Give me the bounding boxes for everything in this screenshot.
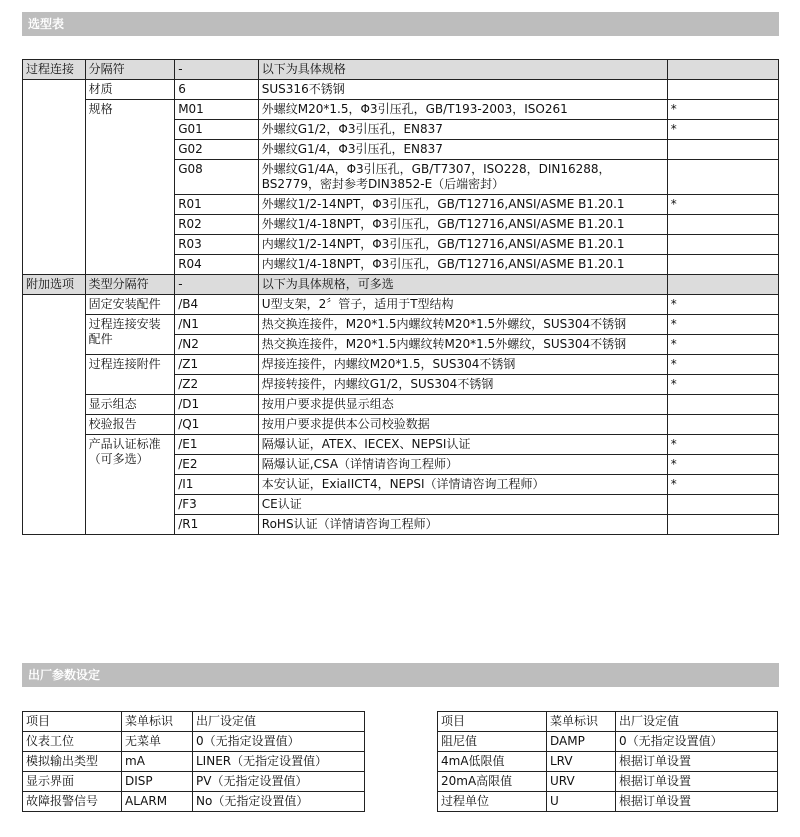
table-row [23, 772, 365, 792]
code-cell: R03 [175, 235, 259, 255]
desc-cell: 内螺纹1/4-18NPT，Φ3引压孔，GB/T12716,ANSI/ASME B1.20.1 [258, 255, 667, 275]
menu-cell: ALARM [122, 792, 193, 812]
mark-cell: * [667, 195, 778, 215]
code-cell: /N2 [175, 335, 259, 355]
value-cell: PV（无指定设置值） [193, 772, 365, 792]
value-cell: 0（无指定设置值） [616, 732, 778, 752]
table-row [438, 732, 778, 752]
table-row [23, 435, 779, 455]
mark-cell [667, 235, 778, 255]
code-cell: /D1 [175, 395, 259, 415]
head-cell: 以下为具体规格 [258, 60, 667, 80]
table-row [23, 355, 779, 375]
mark-cell: * [667, 355, 778, 375]
group-name: 附加选项 [23, 275, 86, 295]
cat-cell: 固定安装配件 [85, 295, 175, 315]
menu-cell: 无菜单 [122, 732, 193, 752]
mark-cell [667, 140, 778, 160]
table-row [23, 100, 779, 120]
value-cell: 根据订单设置 [616, 792, 778, 812]
value-cell: 根据订单设置 [616, 772, 778, 792]
head-cell: - [175, 60, 259, 80]
table-row [23, 712, 365, 732]
code-cell: /F3 [175, 495, 259, 515]
mark-cell [667, 215, 778, 235]
code-cell: G02 [175, 140, 259, 160]
desc-cell: 外螺纹G1/4，Φ3引压孔，EN837 [258, 140, 667, 160]
desc-cell: 焊接连接件，内螺纹M20*1.5，SUS304不锈钢 [258, 355, 667, 375]
desc-cell: 按用户要求提供本公司校验数据 [258, 415, 667, 435]
mark-cell [667, 395, 778, 415]
item-cell: 仪表工位 [23, 732, 122, 752]
code-cell: /E2 [175, 455, 259, 475]
desc-cell: 隔爆认证,CSA（详情请咨询工程师） [258, 455, 667, 475]
factory-settings-table-right [437, 711, 778, 812]
head-cell: 分隔符 [85, 60, 175, 80]
mark-cell [667, 275, 778, 295]
cat-cell: 过程连接安装配件 [85, 315, 175, 355]
item-cell: 阻尼值 [438, 732, 547, 752]
menu-cell: mA [122, 752, 193, 772]
menu-cell: DISP [122, 772, 193, 792]
table-row [23, 752, 365, 772]
item-cell: 4mA低限值 [438, 752, 547, 772]
head-cell: - [175, 275, 259, 295]
item-cell: 项目 [23, 712, 122, 732]
cat-cell: 规格 [85, 100, 175, 275]
code-cell: /B4 [175, 295, 259, 315]
mark-cell: * [667, 315, 778, 335]
code-cell: G08 [175, 160, 259, 195]
table-row [438, 792, 778, 812]
mark-cell [667, 415, 778, 435]
desc-cell: 焊接转接件，内螺纹G1/2，SUS304不锈钢 [258, 375, 667, 395]
mark-cell: * [667, 100, 778, 120]
mark-cell: * [667, 335, 778, 355]
menu-cell: 菜单标识 [547, 712, 616, 732]
menu-cell: URV [547, 772, 616, 792]
menu-cell: LRV [547, 752, 616, 772]
desc-cell: 外螺纹M20*1.5，Φ3引压孔，GB/T193-2003，ISO261 [258, 100, 667, 120]
desc-cell: 外螺纹G1/2，Φ3引压孔，EN837 [258, 120, 667, 140]
table-row [23, 395, 779, 415]
table-row [23, 415, 779, 435]
table-row [23, 80, 779, 100]
code-cell: /Z2 [175, 375, 259, 395]
value-cell: 根据订单设置 [616, 752, 778, 772]
code-cell: M01 [175, 100, 259, 120]
desc-cell: RoHS认证（详情请咨询工程师） [258, 515, 667, 535]
value-cell: 出厂设定值 [616, 712, 778, 732]
code-cell: /N1 [175, 315, 259, 335]
menu-cell: DAMP [547, 732, 616, 752]
mark-cell: * [667, 295, 778, 315]
desc-cell: 按用户要求提供显示组态 [258, 395, 667, 415]
cat-cell: 产品认证标准（可多选） [85, 435, 175, 535]
cat-cell: 过程连接附件 [85, 355, 175, 395]
table-row [23, 732, 365, 752]
table-row [23, 295, 779, 315]
code-cell: /E1 [175, 435, 259, 455]
desc-cell: 外螺纹G1/4A，Φ3引压孔，GB/T7307，ISO228，DIN16288，BS2779，密封参考DIN3852-E（后端密封） [258, 160, 667, 195]
desc-cell: 热交换连接件，M20*1.5内螺纹转M20*1.5外螺纹，SUS304不锈钢 [258, 315, 667, 335]
mark-cell [667, 255, 778, 275]
desc-cell: 本安认证，ExiaIICT4，NEPSI（详情请咨询工程师） [258, 475, 667, 495]
section-title-factory: 出厂参数设定 [22, 663, 779, 687]
item-cell: 显示界面 [23, 772, 122, 792]
desc-cell: 热交换连接件，M20*1.5内螺纹转M20*1.5外螺纹，SUS304不锈钢 [258, 335, 667, 355]
mark-cell [667, 515, 778, 535]
group-name: 过程连接 [23, 60, 86, 80]
code-cell: 6 [175, 80, 259, 100]
item-cell: 故障报警信号 [23, 792, 122, 812]
cat-cell: 显示组态 [85, 395, 175, 415]
item-cell: 项目 [438, 712, 547, 732]
value-cell: 出厂设定值 [193, 712, 365, 732]
section-title-selection: 选型表 [22, 12, 779, 36]
desc-cell: 外螺纹1/2-14NPT，Φ3引压孔，GB/T12716,ANSI/ASME B1.20.1 [258, 195, 667, 215]
mark-cell [667, 60, 778, 80]
table-row [23, 275, 779, 295]
table-row [23, 315, 779, 335]
desc-cell: 外螺纹1/4-18NPT，Φ3引压孔，GB/T12716,ANSI/ASME B1.20.1 [258, 215, 667, 235]
item-cell: 模拟输出类型 [23, 752, 122, 772]
table-row [438, 772, 778, 792]
head-cell: 类型分隔符 [85, 275, 175, 295]
menu-cell: 菜单标识 [122, 712, 193, 732]
code-cell: R01 [175, 195, 259, 215]
value-cell: No（无指定设置值） [193, 792, 365, 812]
table-row [438, 712, 778, 732]
item-cell: 过程单位 [438, 792, 547, 812]
group-spacer [23, 80, 86, 275]
mark-cell: * [667, 455, 778, 475]
mark-cell [667, 160, 778, 195]
mark-cell: * [667, 375, 778, 395]
mark-cell: * [667, 120, 778, 140]
value-cell: LINER（无指定设置值） [193, 752, 365, 772]
head-cell: 以下为具体规格，可多选 [258, 275, 667, 295]
mark-cell: * [667, 475, 778, 495]
selection-table [22, 59, 779, 535]
group-spacer [23, 295, 86, 535]
desc-cell: U型支架，2〞管子，适用于T型结构 [258, 295, 667, 315]
desc-cell: 内螺纹1/2-14NPT，Φ3引压孔，GB/T12716,ANSI/ASME B1.20.1 [258, 235, 667, 255]
code-cell: R04 [175, 255, 259, 275]
table-row [438, 752, 778, 772]
factory-settings-table-left [22, 711, 365, 812]
cat-cell: 校验报告 [85, 415, 175, 435]
table-row [23, 792, 365, 812]
code-cell: /Z1 [175, 355, 259, 375]
code-cell: /R1 [175, 515, 259, 535]
mark-cell [667, 80, 778, 100]
desc-cell: CE认证 [258, 495, 667, 515]
desc-cell: SUS316不锈钢 [258, 80, 667, 100]
desc-cell: 隔爆认证，ATEX、IECEX、NEPSI认证 [258, 435, 667, 455]
cat-cell: 材质 [85, 80, 175, 100]
item-cell: 20mA高限值 [438, 772, 547, 792]
code-cell: R02 [175, 215, 259, 235]
code-cell: /Q1 [175, 415, 259, 435]
code-cell: G01 [175, 120, 259, 140]
mark-cell: * [667, 435, 778, 455]
code-cell: /I1 [175, 475, 259, 495]
table-row [23, 60, 779, 80]
mark-cell [667, 495, 778, 515]
value-cell: 0（无指定设置值） [193, 732, 365, 752]
menu-cell: U [547, 792, 616, 812]
